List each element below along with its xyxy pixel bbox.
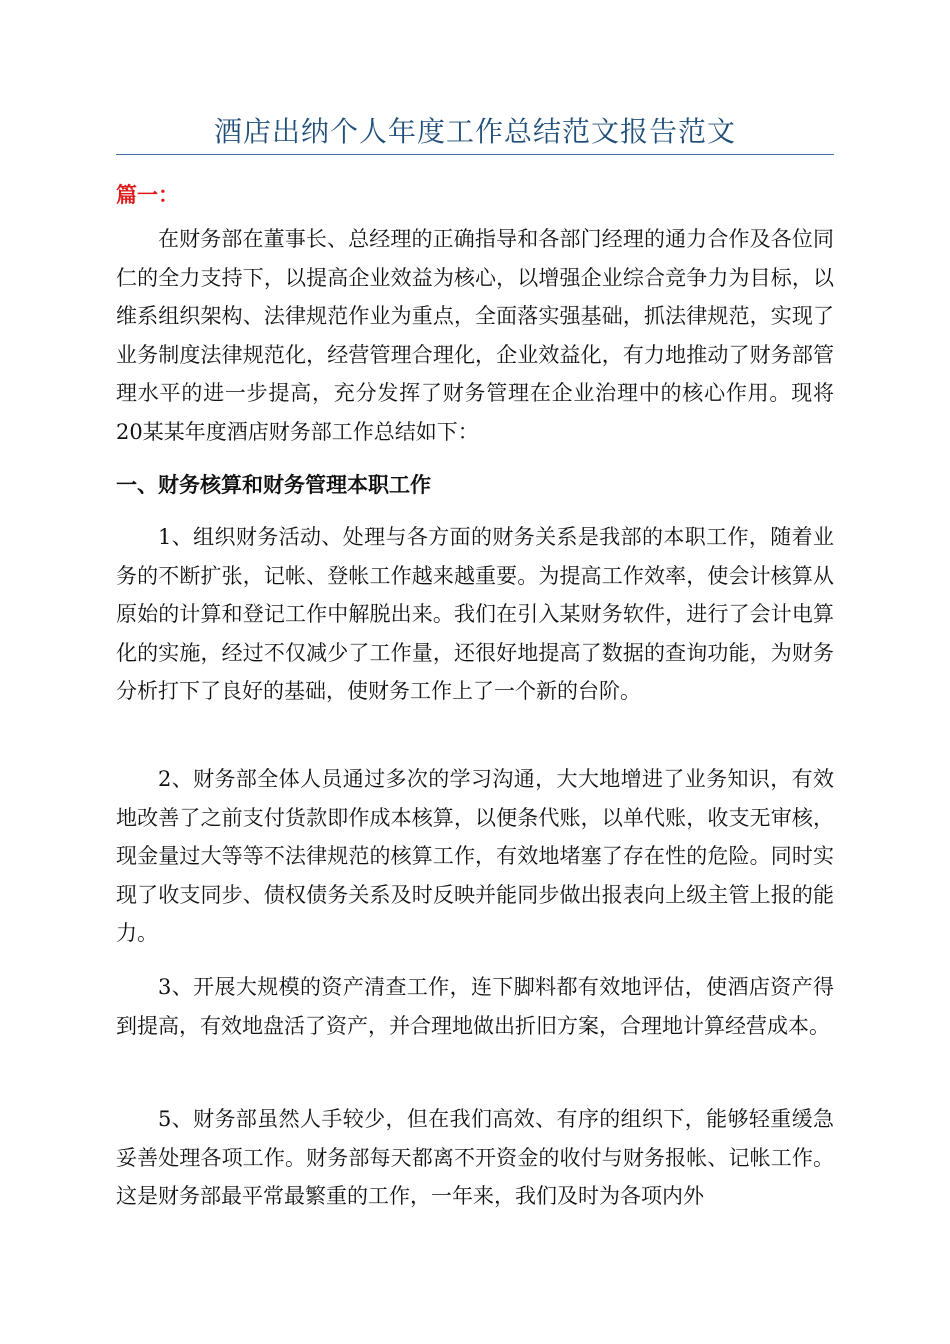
section-heading: 一、财务核算和财务管理本职工作 <box>116 472 431 497</box>
title-underline <box>116 154 834 155</box>
body-paragraph: 1、组织财务活动、处理与各方面的财务关系是我部的本职工作，随着业务的不断扩张，记帐、登帐工作越来越重要。为提高工作效率，使会计核算从原始的计算和登记工作中解脱出来。我们在引入某财务软件，进行了会计电算化的实施，经过不仅减少了工作量，还很好地提高了数据的查询功能，为财务分析打下了良好的基础，使财务工作上了一个新的台阶。 <box>116 525 834 703</box>
body-paragraph: 5、财务部虽然人手较少，但在我们高效、有序的组织下，能够轻重缓急妥善处理各项工作。财务部每天都离不开资金的收付与财务报帐、记帐工作。这是财务部最平常最繁重的工作，一年来，我们及时为各项内外 <box>116 1107 834 1208</box>
intro-paragraph: 在财务部在董事长、总经理的正确指导和各部门经理的通力合作及各位同仁的全力支持下，以提高企业效益为核心，以增强企业综合竞争力为目标，以维系组织架构、法律规范作业为重点，全面落实强基础，抓法律规范，实现了业务制度法律规范化，经营管理合理化，企业效益化，有力地推动了财务部管理水平的进一步提高，充分发挥了财务管理在企业治理中的核心作用。现将20某某年度酒店财务部工作总结如下： <box>116 227 834 444</box>
body-paragraph: 3、开展大规模的资产清查工作，连下脚料都有效地评估，使酒店资产得到提高，有效地盘活了资产，并合理地做出折旧方案，合理地计算经营成本。 <box>116 975 834 1038</box>
section-label: 篇一： <box>116 182 179 207</box>
body-paragraph: 2、财务部全体人员通过多次的学习沟通，大大地增进了业务知识，有效地改善了之前支付货款即作成本核算，以便条代账，以单代账，收支无审核，现金量过大等等不法律规范的核算工作，有效地堵塞了存在性的危险。同时实现了收支同步、债权债务关系及时反映并能同步做出报表向上级主管上报的能力。 <box>116 767 834 945</box>
document-title: 酒店出纳个人年度工作总结范文报告范文 <box>213 115 736 148</box>
